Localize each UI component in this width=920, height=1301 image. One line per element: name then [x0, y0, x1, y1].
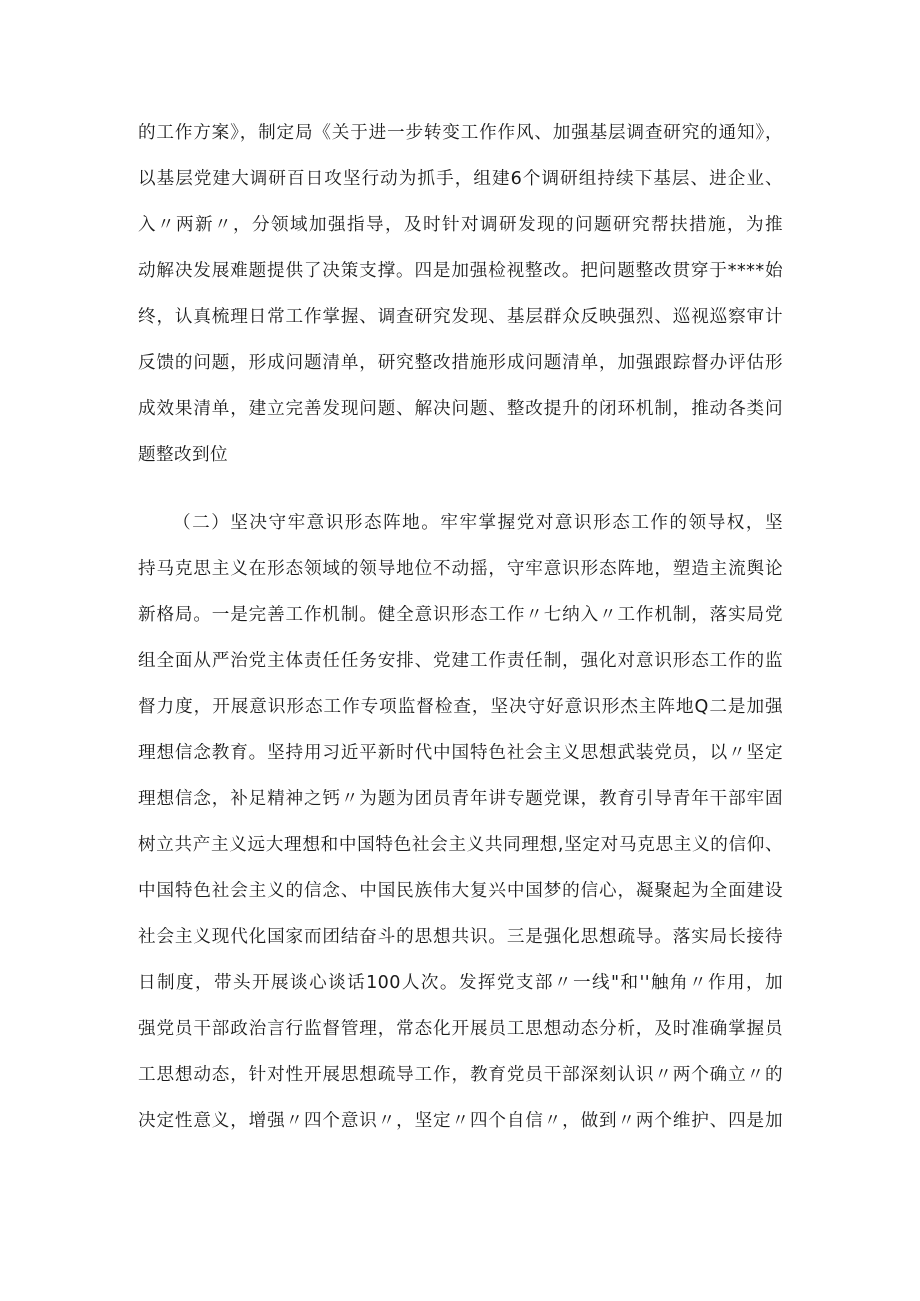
text-line: 组全面从严治党主体责任任务安排、党建工作责任制，强化对意识形态工作的监 [138, 651, 783, 671]
text-line: 以基层党建大调研百日攻坚行动为抓手，组建6个调研组持续下基层、进企业、 [138, 169, 783, 189]
text-line: 决定性意义，增强〃四个意识〃，坚定〃四个自信〃，做到〃两个维护、四是加 [138, 1111, 783, 1131]
text-line: 新格局。一是完善工作机制。健全意识形态工作〃七纳入〃工作机制，落实局党 [138, 605, 783, 625]
text-line: 的工作方案》，制定局《关于进一步转变工作作风、加强基层调查研究的通知》， [138, 123, 783, 143]
text-line: 理想信念，补足精神之钙〃为题为团员青年讲专题党课，教育引导青年干部牢固 [138, 789, 783, 809]
text-line: 社会主义现代化国家而团结奋斗的思想共识。三是强化思想疏导。落实局长接待 [138, 927, 783, 947]
text-line: 反馈的问题，形成问题清单，研究整改措施形成问题清单，加强跟踪督办评估形 [138, 353, 783, 373]
text-line: 日制度，带头开展谈心谈话100人次。发挥党支部〃一线"和''触角〃作用，加 [138, 973, 783, 993]
text-line: 动解决发展难题提供了决策支撑。四是加强检视整改。把问题整改贯穿于****始 [138, 261, 783, 281]
text-line: 理想信念教育。坚持用习近平新时代中国特色社会主义思想武装党员，以〃坚定 [138, 743, 783, 763]
text-line: 督力度，开展意识形态工作专项监督检查，坚决守好意识形杰主阵地Q二是加强 [138, 697, 783, 717]
text-line: 树立共产主义远大理想和中国特色社会主义共同理想,坚定对马克思主义的信仰、 [138, 835, 783, 855]
text-line: 入〃两新〃，分领域加强指导，及时针对调研发现的问题研究帮扶措施，为推 [138, 215, 783, 235]
text-line: 中国特色社会主义的信念、中国民族伟大复兴中国梦的信心，凝聚起为全面建设 [138, 881, 783, 901]
text-line: 成效果清单，建立完善发现问题、解决问题、整改提升的闭环机制，推动各类问 [138, 399, 783, 419]
text-line: 题整改到位 [138, 445, 228, 465]
paragraph-ideology-position [138, 500, 783, 1144]
text-line: 强党员干部政治言行监督管理，常态化开展员工思想动态分析，及时准确掌握员 [138, 1019, 783, 1039]
text-line: 工思想动态，针对性开展思想疏导工作，教育党员干部深刻认识〃两个确立〃的 [138, 1065, 783, 1085]
paragraph-inspection-rectification [138, 110, 783, 478]
text-line: 持马克思主义在形态领域的领导地位不动摇，守牢意识形态阵地，塑造主流舆论 [138, 559, 783, 579]
text-line: 终，认真梳理日常工作掌握、调查研究发现、基层群众反映强烈、巡视巡察审计 [138, 307, 783, 327]
text-line: （二）坚决守牢意识形态阵地。牢牢掌握党对意识形态工作的领导权，坚 [173, 513, 783, 533]
